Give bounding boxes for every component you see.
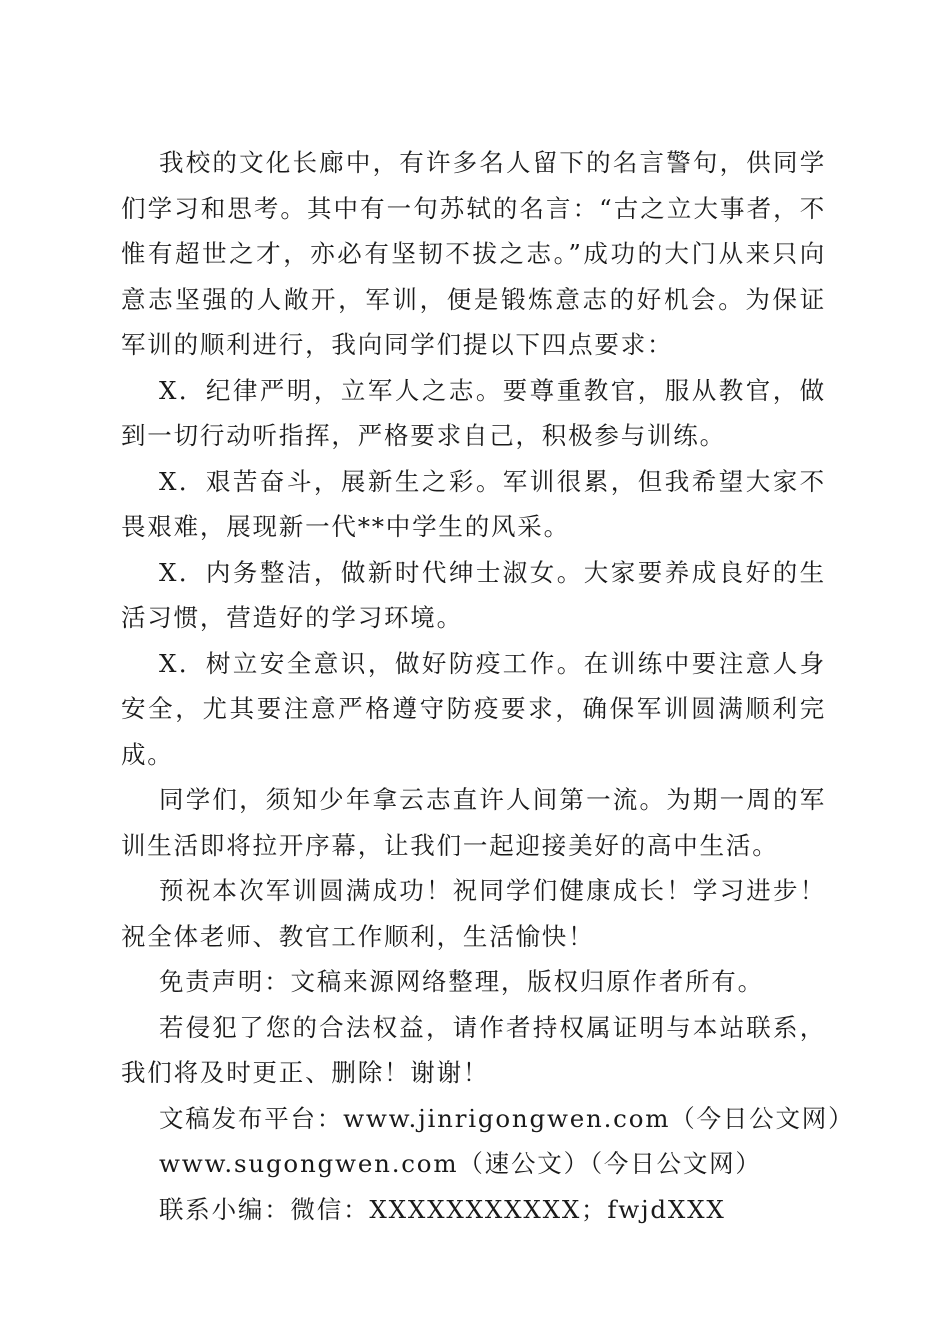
disclaimer-paragraph: 免责声明：文稿来源网络整理，版权归原作者所有。: [159, 967, 764, 996]
document-body: [121, 140, 855, 1232]
infringement-paragraph: 若侵犯了您的合法权益，请作者持权属证明与本站联系，我们将及时更正、删除！谢谢！: [121, 1012, 826, 1087]
wishes-paragraph: 预祝本次军训圆满成功！祝同学们健康成长！学习进步！祝全体老师、教官工作顺利，生活愉快！: [121, 876, 826, 951]
site-line: www.sugongwen.com（速公文）（今日公文网）: [159, 1149, 762, 1178]
requirement-1-paragraph: X．纪律严明，立军人之志。要尊重教官，服从教官，做到一切行动听指挥，严格要求自己，积极参与训练。: [121, 375, 826, 450]
closing-paragraph: 同学们，须知少年拿云志直许人间第一流。为期一周的军训生活即将拉开序幕，让我们一起迎接美好的高中生活。: [121, 785, 826, 860]
requirement-2-paragraph: X．艰苦奋斗，展新生之彩。军训很累，但我希望大家不畏艰难，展现新一代**中学生的风采。: [121, 466, 826, 541]
intro-paragraph: 我校的文化长廊中，有许多名人留下的名言警句，供同学们学习和思考。其中有一句苏轼的名言：“古之立大事者，不惟有超世之才，亦必有坚韧不拔之志。”成功的大门从来只向意志坚强的人敞开，军训，便是锻炼意志的好机会。为保证军训的顺利进行，我向同学们提以下四点要求：: [121, 148, 826, 359]
platform-line: 文稿发布平台：www.jinrigongwen.com（今日公文网）: [159, 1103, 855, 1133]
requirement-4-paragraph: X．树立安全意识，做好防疫工作。在训练中要注意人身安全，尤其要注意严格遵守防疫要求，确保军训圆满顺利完成。: [121, 648, 826, 769]
requirement-3-paragraph: X．内务整洁，做新时代绅士淑女。大家要养成良好的生活习惯，营造好的学习环境。: [121, 557, 826, 632]
contact-line: 联系小编：微信：XXXXXXXXXXX；fwjdXXX: [159, 1194, 726, 1224]
